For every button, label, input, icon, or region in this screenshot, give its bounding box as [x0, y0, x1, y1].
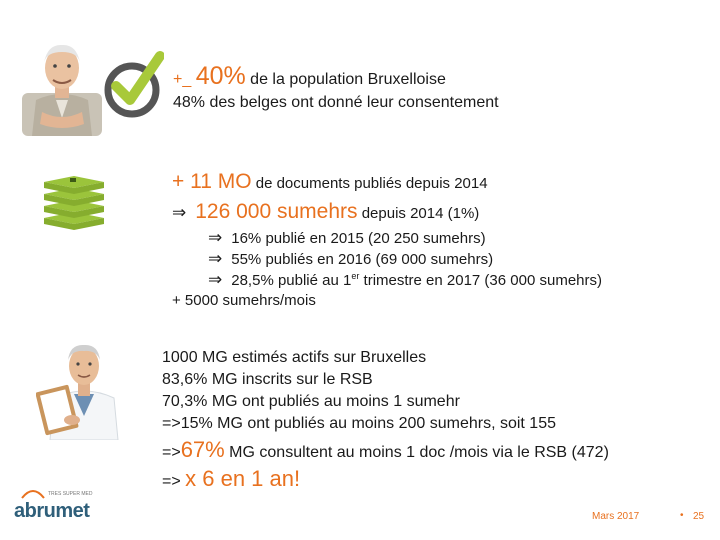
growth-line	[162, 466, 300, 492]
implies-arrow: ⇒	[172, 203, 187, 222]
gp-consult-line	[162, 437, 609, 463]
elderly-man-image	[22, 38, 102, 136]
abrumet-logo-icon	[20, 486, 46, 500]
documents-line	[172, 170, 488, 194]
books-stack-icon	[40, 172, 108, 234]
documents-text: de documents publiés depuis 2014	[251, 175, 488, 192]
implies-arrow: ⇒	[208, 270, 223, 289]
sub-bullet-2017-text-b: trimestre en 2017 (36 000 sumehrs)	[359, 272, 602, 289]
growth-value: x 6 en 1 an!	[185, 466, 301, 491]
checkmark-icon	[104, 48, 164, 120]
approx-prefix: +_	[173, 71, 196, 88]
gp-consult-prefix: =>	[162, 444, 181, 461]
sub-bullet-2017	[208, 270, 602, 290]
sub-bullet-2017-text-a: 28,5% publié au 1	[231, 272, 352, 289]
consent-line: 48% des belges ont donné leur consentement	[173, 94, 499, 111]
doctor-image	[36, 332, 132, 440]
gp-200-sumehrs-line: =>15% MG ont publiés au moins 200 sumehrs, soit 155	[162, 415, 556, 432]
gp-registered-line: 83,6% MG inscrits sur le RSB	[162, 371, 373, 388]
abrumet-logo: abrumet	[14, 500, 90, 522]
sumehrs-line	[172, 200, 479, 224]
growth-prefix: =>	[162, 473, 186, 490]
population-headline	[173, 62, 446, 91]
ordinal-superscript: er	[351, 271, 360, 281]
footer-separator: •	[680, 510, 684, 521]
gp-consult-percent: 67%	[180, 437, 225, 462]
footer-date: Mars 2017	[592, 511, 640, 522]
monthly-rate-line: + 5000 sumehrs/mois	[172, 292, 316, 309]
sub-bullet-2016-text: 55% publiés en 2016 (69 000 sumehrs)	[231, 251, 494, 268]
implies-arrow: ⇒	[208, 228, 223, 247]
page-number: 25	[693, 511, 705, 522]
gp-consult-text: MG consultent au moins 1 doc /mois via le RSB (472)	[224, 444, 609, 461]
sub-bullet-2016	[208, 249, 493, 269]
sub-bullet-2015-text: 16% publié en 2015 (20 250 sumehrs)	[231, 230, 486, 247]
gp-active-line: 1000 MG estimés actifs sur Bruxelles	[162, 349, 427, 366]
sub-bullet-2015	[208, 228, 486, 248]
logo-tagline: TRES SUPER MED	[48, 491, 93, 497]
implies-arrow: ⇒	[208, 249, 223, 268]
sumehrs-count: 126 000 sumehrs	[195, 200, 358, 223]
gp-published-line: 70,3% MG ont publiés au moins 1 sumehr	[162, 393, 460, 410]
population-percent: 40%	[195, 62, 246, 90]
documents-count: + 11 MO	[172, 170, 252, 193]
sumehrs-text: depuis 2014 (1%)	[357, 205, 480, 222]
population-text: de la population Bruxelloise	[245, 71, 446, 88]
